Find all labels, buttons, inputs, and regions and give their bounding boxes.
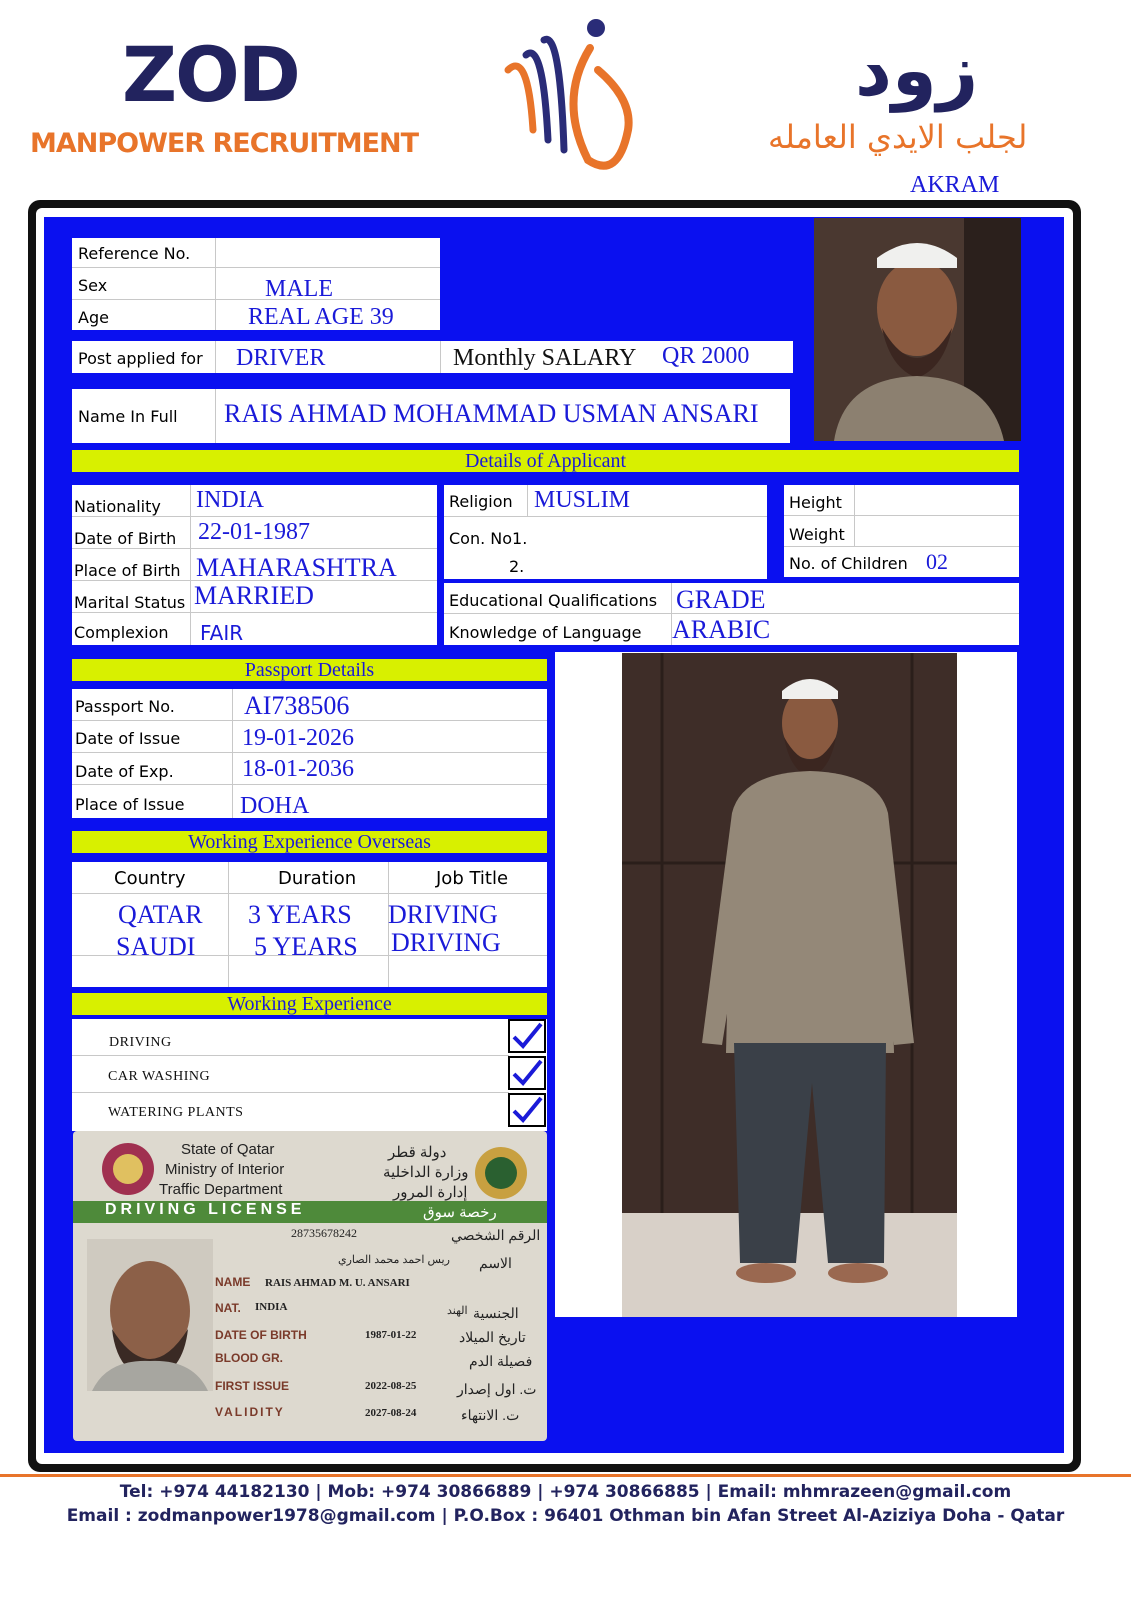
full-body-photo xyxy=(622,653,957,1317)
overseas-job: DRIVING xyxy=(391,928,501,957)
sex-label: Sex xyxy=(78,276,108,295)
complexion-value: FAIR xyxy=(200,621,244,645)
license-ar-state: دولة قطر xyxy=(388,1144,447,1161)
license-first-issue-label: FIRST ISSUE xyxy=(215,1379,290,1393)
post-value: DRIVER xyxy=(236,345,326,371)
post-label: Post applied for xyxy=(78,349,203,368)
experience-title: Working Experience xyxy=(72,993,547,1015)
post-row xyxy=(72,341,793,373)
education-value: GRADE xyxy=(676,585,766,614)
issue-place-label: Place of Issue xyxy=(75,795,185,814)
salary-label: Monthly SALARY xyxy=(453,345,637,371)
passport-no-value: AI738506 xyxy=(244,691,350,720)
education-label: Educational Qualifications xyxy=(449,591,658,610)
license-ar-name-label: الاسم xyxy=(479,1255,512,1271)
issue-place-value: DOHA xyxy=(240,793,310,819)
children-label: No. of Children xyxy=(789,554,908,573)
top-info-table xyxy=(72,238,440,330)
license-validity-value: 2027-08-24 xyxy=(365,1407,417,1419)
language-value: ARABIC xyxy=(672,615,771,644)
name-row xyxy=(72,389,790,443)
license-ar-blood-label: فصيلة الدم xyxy=(469,1353,533,1369)
license-name-label: NAME xyxy=(215,1275,251,1289)
license-name-value: RAIS AHMAD M. U. ANSARI xyxy=(265,1277,410,1289)
religion-value: MUSLIM xyxy=(534,487,631,513)
experience-item: DRIVING xyxy=(109,1035,172,1050)
religion-label: Religion xyxy=(449,492,513,511)
name-value: RAIS AHMAD MOHAMMAD USMAN ANSARI xyxy=(224,399,759,428)
checkbox-watering-plants[interactable] xyxy=(508,1093,546,1127)
age-label: Age xyxy=(78,308,109,327)
arabic-subtitle: لجلب الايدي العامله xyxy=(768,118,1028,156)
driving-license-card xyxy=(73,1131,547,1441)
overseas-table xyxy=(72,862,547,987)
footer-contact-line2: Email : zodmanpower1978@gmail.com | P.O.Box : 96401 Othman bin Afan Street Al-Aziziya Doha - Qatar xyxy=(66,1506,1065,1526)
qatar-emblem-icon xyxy=(93,1139,163,1199)
portrait-photo xyxy=(814,218,1021,441)
nationality-label: Nationality xyxy=(74,497,161,516)
exp-date-value: 18-01-2036 xyxy=(242,756,354,782)
marital-label: Marital Status xyxy=(74,593,186,612)
license-nat-label: NAT. xyxy=(215,1301,241,1315)
weight-label: Weight xyxy=(789,525,845,544)
license-ar-banner: رخصة سوق xyxy=(423,1204,497,1221)
pob-label: Place of Birth xyxy=(74,561,181,580)
issue-date-label: Date of Issue xyxy=(75,729,181,748)
license-en-state: State of Qatar xyxy=(181,1141,275,1158)
checkmark-icon xyxy=(510,1058,544,1088)
checkmark-icon xyxy=(510,1095,544,1125)
checkmark-icon xyxy=(510,1021,544,1051)
details-middle xyxy=(444,485,767,579)
license-first-issue-value: 2022-08-25 xyxy=(365,1380,417,1392)
language-label: Knowledge of Language xyxy=(449,623,642,642)
pob-value: MAHARASHTRA xyxy=(196,553,397,582)
experience-item: WATERING PLANTS xyxy=(108,1105,244,1120)
license-id-number: 28735678242 xyxy=(291,1226,357,1240)
dob-value: 22-01-1987 xyxy=(198,519,310,545)
overseas-duration: 5 YEARS xyxy=(254,932,358,961)
overseas-country: SAUDI xyxy=(116,932,196,961)
license-validity-label: VALIDITY xyxy=(215,1405,285,1419)
arabic-brand: زود xyxy=(855,28,979,112)
job-title-header: Job Title xyxy=(436,868,509,889)
license-ar-name-value: ريس احمد محمد الصاري xyxy=(338,1254,450,1266)
details-left xyxy=(72,485,437,645)
company-logo xyxy=(498,10,648,185)
duration-header: Duration xyxy=(278,868,357,889)
dob-label: Date of Birth xyxy=(74,529,177,548)
nationality-value: INDIA xyxy=(196,487,264,513)
license-en-ministry: Ministry of Interior xyxy=(165,1161,285,1178)
checkbox-car-washing[interactable] xyxy=(508,1056,546,1090)
overseas-duration: 3 YEARS xyxy=(248,900,352,929)
license-dob-label: DATE OF BIRTH xyxy=(215,1328,307,1342)
license-ar-nat-label: الجنسية xyxy=(473,1305,519,1321)
children-value: 02 xyxy=(926,549,948,574)
overseas-title: Working Experience Overseas xyxy=(72,831,547,853)
license-nat-value: INDIA xyxy=(255,1301,288,1313)
salary-value: QR 2000 xyxy=(662,343,750,369)
exp-date-label: Date of Exp. xyxy=(75,762,174,781)
license-ar-ministry: وزارة الداخلية xyxy=(383,1164,469,1181)
name-label: Name In Full xyxy=(78,407,178,426)
education-language xyxy=(444,583,1019,645)
passport-title: Passport Details xyxy=(72,659,547,681)
license-ar-dob-label: تاريخ الميلاد xyxy=(459,1329,526,1345)
details-title: Details of Applicant xyxy=(72,450,1019,472)
license-dob-value: 1987-01-22 xyxy=(365,1329,417,1341)
passport-no-label: Passport No. xyxy=(75,697,175,716)
con2-label: 2. xyxy=(509,557,525,576)
license-ar-nat-value: الهند xyxy=(447,1305,468,1317)
country-header: Country xyxy=(114,868,186,889)
agent-name: AKRAM xyxy=(910,172,1000,198)
complexion-label: Complexion xyxy=(74,623,169,642)
experience-item: CAR WASHING xyxy=(108,1069,211,1084)
gcc-emblem-icon xyxy=(473,1145,529,1201)
license-ar-id-label: الرقم الشخصي xyxy=(451,1227,541,1243)
license-ar-first-issue-label: ت. اول إصدار xyxy=(457,1381,537,1397)
issue-date-value: 19-01-2026 xyxy=(242,725,354,751)
footer-contact-line1: Tel: +974 44182130 | Mob: +974 30866889 | +974 30866885 | Email: mhmrazeen@gmail.com xyxy=(119,1482,1012,1502)
license-photo xyxy=(87,1239,213,1391)
brand-subtitle: MANPOWER RECRUITMENT xyxy=(30,128,419,159)
license-ar-validity-label: ت. الانتهاء xyxy=(461,1407,520,1423)
license-banner-text: DRIVING LICENSE xyxy=(105,1201,306,1218)
reference-label: Reference No. xyxy=(78,244,191,263)
license-blood-label: BLOOD GR. xyxy=(215,1351,283,1365)
overseas-country: QATAR xyxy=(118,900,203,929)
license-ar-dept: إدارة المرور xyxy=(393,1184,468,1201)
brand-title: ZOD xyxy=(122,30,299,119)
checkbox-driving[interactable] xyxy=(508,1019,546,1053)
con1-label: Con. No1. xyxy=(449,529,528,548)
passport-table xyxy=(72,689,547,818)
sex-value: MALE xyxy=(265,276,333,302)
details-right xyxy=(784,485,1019,577)
marital-value: MARRIED xyxy=(194,581,314,610)
age-value: REAL AGE 39 xyxy=(248,304,394,330)
overseas-job: DRIVING xyxy=(388,900,498,929)
experience-list xyxy=(72,1019,547,1131)
height-label: Height xyxy=(789,493,842,512)
license-en-dept: Traffic Department xyxy=(159,1181,283,1198)
footer-divider xyxy=(0,1474,1131,1477)
